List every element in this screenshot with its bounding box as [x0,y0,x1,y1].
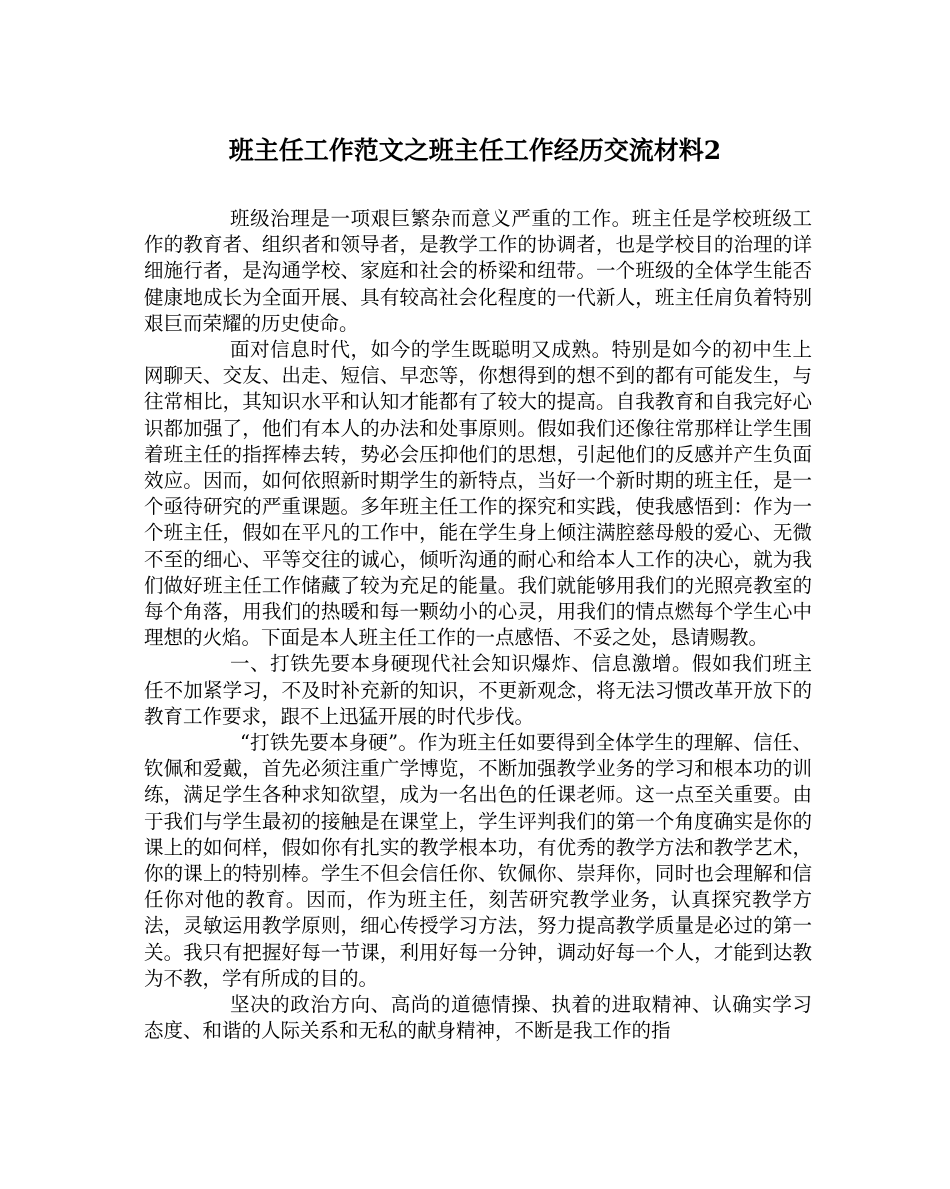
paragraph: 坚决的政治方向、高尚的道德情操、执着的进取精神、认确实学习态度、和谐的人际关系和无私的献身精神，不断是我工作的指 [144,993,812,1043]
document-title: 班主任工作范文之班主任工作经历交流材料2 [228,136,722,165]
paragraph: 班级治理是一项艰巨繁杂而意义严重的工作。班主任是学校班级工作的教育者、组织者和领导者，是教学工作的协调者，也是学校目的治理的详细施行者，是沟通学校、家庭和社会的桥梁和纽带。一个班级的全体学生能否健康地成长为全面开展、具有较高社会化程度的一代新人，班主任肩负着特别艰巨而荣耀的历史使命。 [144,207,812,335]
document-body [144,206,812,1045]
paragraph: 一、打铁先要本身硬现代社会知识爆炸、信息激增。假如我们班主任不加紧学习，不及时补充新的知识，不更新观念，将无法习惯改革开放下的教育工作要求，跟不上迅猛开展的时代步伐。 [144,652,812,728]
paragraph: 面对信息时代，如今的学生既聪明又成熟。特别是如今的初中生上网聊天、交友、出走、短信、早恋等，你想得到的想不到的都有可能发生，与往常相比，其知识水平和认知才能都有了较大的提高。自我教育和自我完好心识都加强了，他们有本人的办法和处事原则。假如我们还像往常那样让学生围着班主任的指挥棒去转，势必会压抑他们的思想，引起他们的反感并产生负面效应。因而，如何依照新时期学生的新特点，当好一个新时期的班主任，是一个亟待研究的严重课题。多年班主任工作的探究和实践，使我感悟到：作为一个班主任，假如在平凡的工作中，能在学生身上倾注满腔慈母般的爱心、无微不至的细心、平等交往的诚心，倾听沟通的耐心和给本人工作的决心，就为我们做好班主任工作储藏了较为充足的能量。我们就能够用我们的光照亮教室的每个角落，用我们的热暖和每一颗幼小的心灵，用我们的情点燃每个学生心中理想的火焰。下面是本人班主任工作的一点感悟、不妥之处，恳请赐教。 [144,338,812,650]
paragraph: “打铁先要本身硬”。作为班主任如要得到全体学生的理解、信任、钦佩和爱戴，首先必须注重广学博览，不断加强教学业务的学习和根本功的训练，满足学生各种求知欲望，成为一名出色的任课老师。这一点至关重要。由于我们与学生最初的接触是在课堂上，学生评判我们的第一个角度确实是你的课上的如何样，假如你有扎实的教学根本功，有优秀的教学方法和教学艺术，你的课上的特别棒。学生不但会信任你、钦佩你、崇拜你，同时也会理解和信任你对他的教育。因而，作为班主任，刻苦研究教学业务，认真探究教学方法，灵敏运用教学原则，细心传授学习方法，努力提高教学质量是必过的第一关。我只有把握好每一节课，利用好每一分钟，调动好每一个人，才能到达教为不教，学有所成的目的。 [144,731,812,990]
